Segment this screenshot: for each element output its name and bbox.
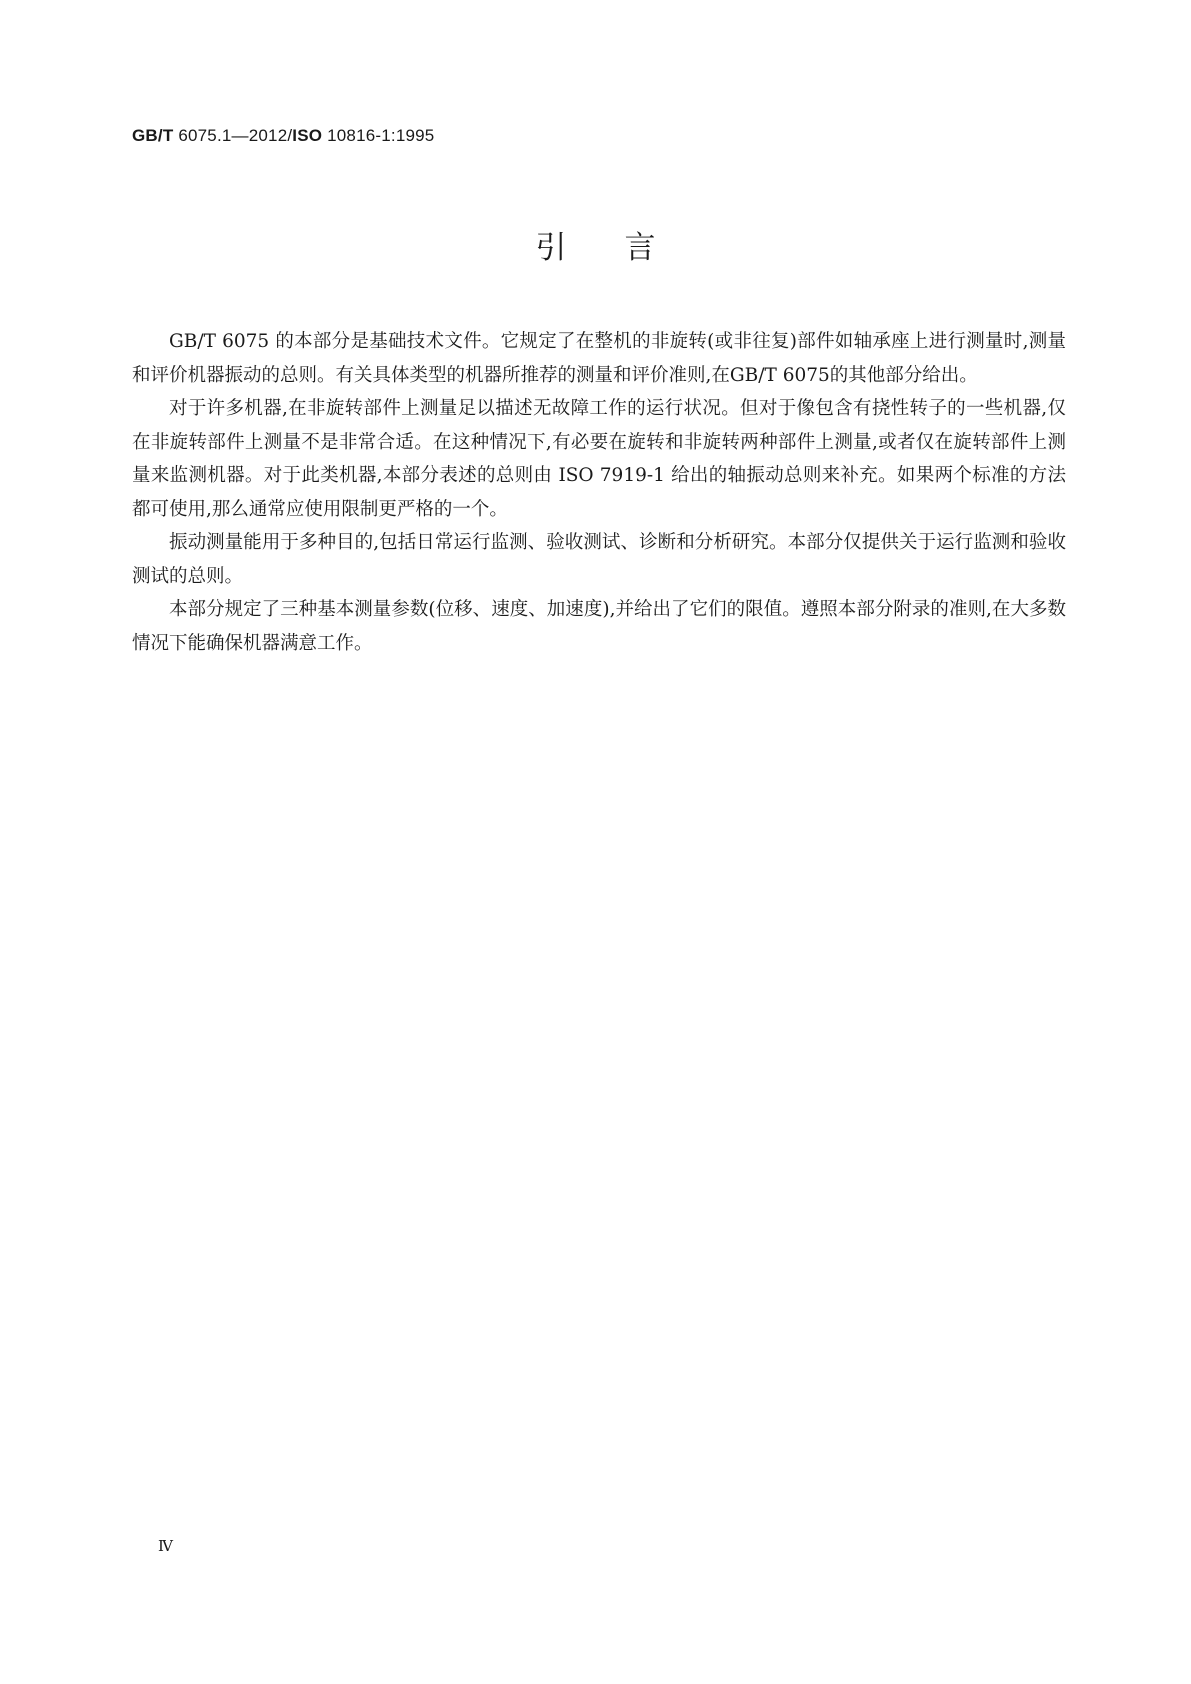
header-standard-prefix: GB/T [132,126,174,145]
introduction-body [132,325,1066,660]
page-number: Ⅳ [158,1537,173,1555]
paragraph-4: 本部分规定了三种基本测量参数(位移、速度、加速度),并给出了它们的限值。遵照本部分附录的准则,在大多数情况下能确保机器满意工作。 [132,599,1066,654]
header-iso-prefix: ISO [292,126,323,145]
paragraph-2: 对于许多机器,在非旋转部件上测量足以描述无故障工作的运行状况。但对于像包含有挠性转子的一些机器,仅在非旋转部件上测量不是非常合适。在这种情况下,有必要在旋转和非旋转两种部件上测量,或者仅在旋转部件上测量来监测机器。对于此类机器,本部分表述的总则由 ISO 7919-1 给出的轴振动总则来补充。如果两个标准的方法都可使用,那么通常应使用限制更严格的一个。 [132,398,1066,520]
document-header [132,126,434,146]
header-iso-number: 10816-1:1995 [322,126,435,145]
header-standard-number: 6075.1—2012/ [173,126,293,145]
paragraph-1: GB/T 6075 的本部分是基础技术文件。它规定了在整机的非旋转(或非往复)部件如轴承座上进行测量时,测量和评价机器振动的总则。有关具体类型的机器所推荐的测量和评价准则,在GB/T 6075的其他部分给出。 [132,331,1066,386]
section-title: 引言 [535,230,714,266]
paragraph-3: 振动测量能用于多种目的,包括日常运行监测、验收测试、诊断和分析研究。本部分仅提供关于运行监测和验收测试的总则。 [132,532,1066,587]
